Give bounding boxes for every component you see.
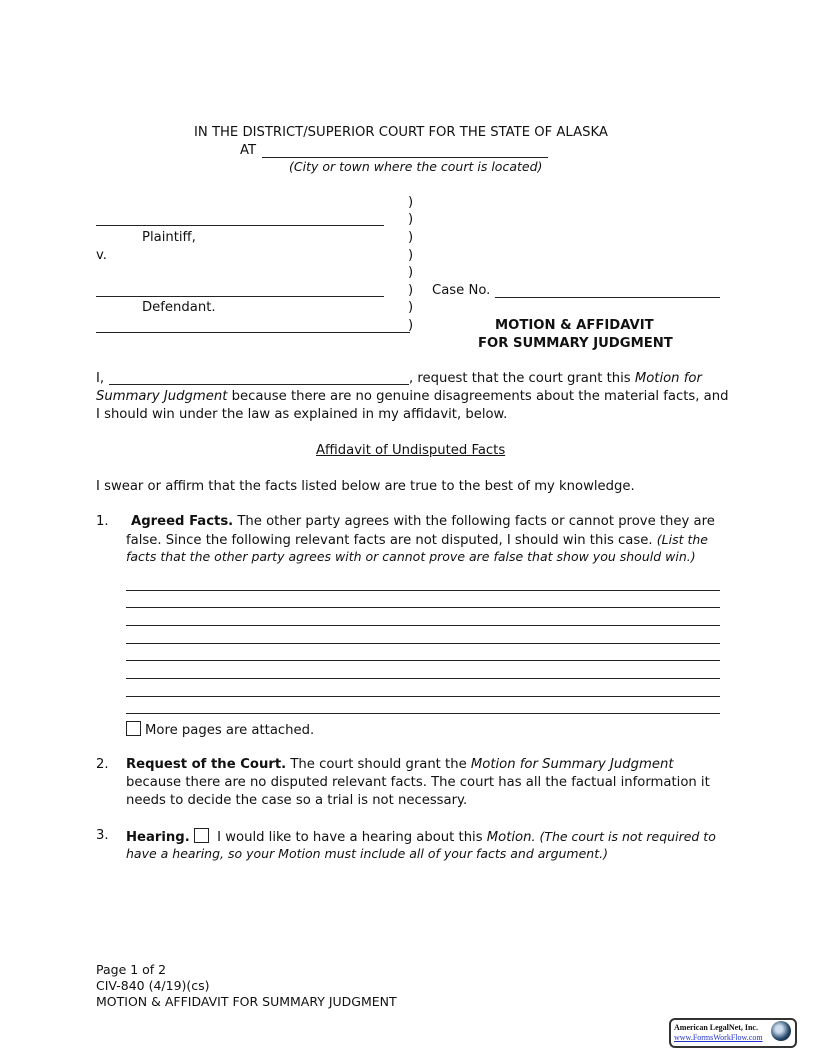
fact-entry-line[interactable] (126, 678, 720, 679)
fact-entry-line[interactable] (126, 713, 720, 714)
court-location-hint: (City or town where the court is located) (289, 159, 543, 174)
item3-line1: I would like to have a hearing about this (212, 830, 487, 845)
swear-statement: I swear or affirm that the facts listed below are true to the best of my knowledge. (96, 479, 635, 494)
at-label: AT (240, 143, 257, 158)
item2-line1-italic: Motion for Summary Judgment (470, 757, 674, 772)
item1-line2: false. Since the following relevant facts are not disputed, I should win this case. (126, 533, 657, 548)
item2-heading: Request of the Court. (126, 757, 287, 772)
item3-heading: Hearing. (126, 830, 190, 845)
hearing-checkbox[interactable] (194, 828, 209, 843)
item1-heading: Agreed Facts. (131, 514, 234, 529)
more-pages-checkbox[interactable] (126, 721, 141, 736)
footer-page: Page 1 of 2 (96, 962, 167, 977)
caption-paren: ) (408, 265, 414, 280)
item3-line2: have a hearing, so your Motion must include all of your facts and argument.) (126, 846, 608, 861)
american-legalnet-logo (669, 1018, 797, 1048)
case-number-field[interactable] (495, 297, 720, 298)
fact-entry-line[interactable] (126, 590, 720, 591)
item2-line3: needs to decide the case so a trial is not necessary. (126, 793, 468, 808)
caption-paren: ) (408, 248, 414, 263)
defendant-name-field[interactable] (96, 296, 384, 297)
plaintiff-name-field[interactable] (96, 225, 384, 226)
intro-line3: I should win under the law as explained in my affidavit, below. (96, 407, 508, 422)
fact-entry-line[interactable] (126, 643, 720, 644)
court-heading: IN THE DISTRICT/SUPERIOR COURT FOR THE STATE OF ALASKA (194, 125, 608, 140)
footer-form-number: CIV-840 (4/19)(cs) (96, 978, 210, 993)
intro-motion-italic: Motion for (634, 371, 702, 386)
more-pages-label: More pages are attached. (145, 723, 315, 738)
caption-paren: ) (408, 195, 414, 210)
logo-url[interactable]: www.FormsWorkFlow.com (674, 1033, 763, 1042)
intro-line2: because there are no genuine disagreements about the material facts, and (227, 389, 729, 404)
fact-entry-line[interactable] (126, 625, 720, 626)
fact-entry-line[interactable] (126, 696, 720, 697)
caption-paren: ) (408, 212, 414, 227)
item1-number: 1. (96, 514, 109, 529)
item1-line2-italic: (List the (656, 532, 708, 547)
intro-i: I, (96, 371, 105, 386)
intro-summary-italic: Summary Judgment (96, 389, 228, 404)
logo-company: American LegalNet, Inc. (674, 1023, 758, 1032)
item1-line1: The other party agrees with the following facts or cannot prove they are (233, 514, 715, 529)
caption-paren: ) (408, 300, 414, 315)
item3-number: 3. (96, 828, 109, 843)
caption-paren: ) (408, 318, 414, 333)
item1-line3: facts that the other party agrees with or cannot prove are false that show you should win.) (126, 549, 696, 564)
caption-paren: ) (408, 283, 414, 298)
defendant-label: Defendant. (142, 300, 216, 315)
intro-request: , request that the court grant this (409, 371, 635, 386)
item2-line2: because there are no disputed relevant facts. The court has all the factual information it (126, 775, 710, 790)
fact-entry-line[interactable] (126, 607, 720, 608)
item2-number: 2. (96, 757, 109, 772)
item3-line1-italic: . (The court is not required to (531, 829, 716, 844)
case-no-label: Case No. (432, 283, 491, 298)
court-location-field[interactable] (262, 157, 548, 158)
item3-motion-italic: Motion (486, 830, 532, 845)
form-title-line2: FOR SUMMARY JUDGMENT (478, 336, 673, 351)
fact-entry-line[interactable] (126, 660, 720, 661)
versus-label: v. (96, 248, 107, 263)
footer-title: MOTION & AFFIDAVIT FOR SUMMARY JUDGMENT (96, 994, 397, 1009)
caption-paren: ) (408, 230, 414, 245)
item2-line1: The court should grant the (286, 757, 471, 772)
logo-globe-icon (771, 1021, 791, 1041)
plaintiff-label: Plaintiff, (142, 230, 196, 245)
applicant-name-field[interactable] (109, 384, 409, 385)
affidavit-heading: Affidavit of Undisputed Facts (316, 443, 506, 458)
form-title-line1: MOTION & AFFIDAVIT (495, 318, 654, 333)
additional-party-field[interactable] (96, 332, 410, 333)
